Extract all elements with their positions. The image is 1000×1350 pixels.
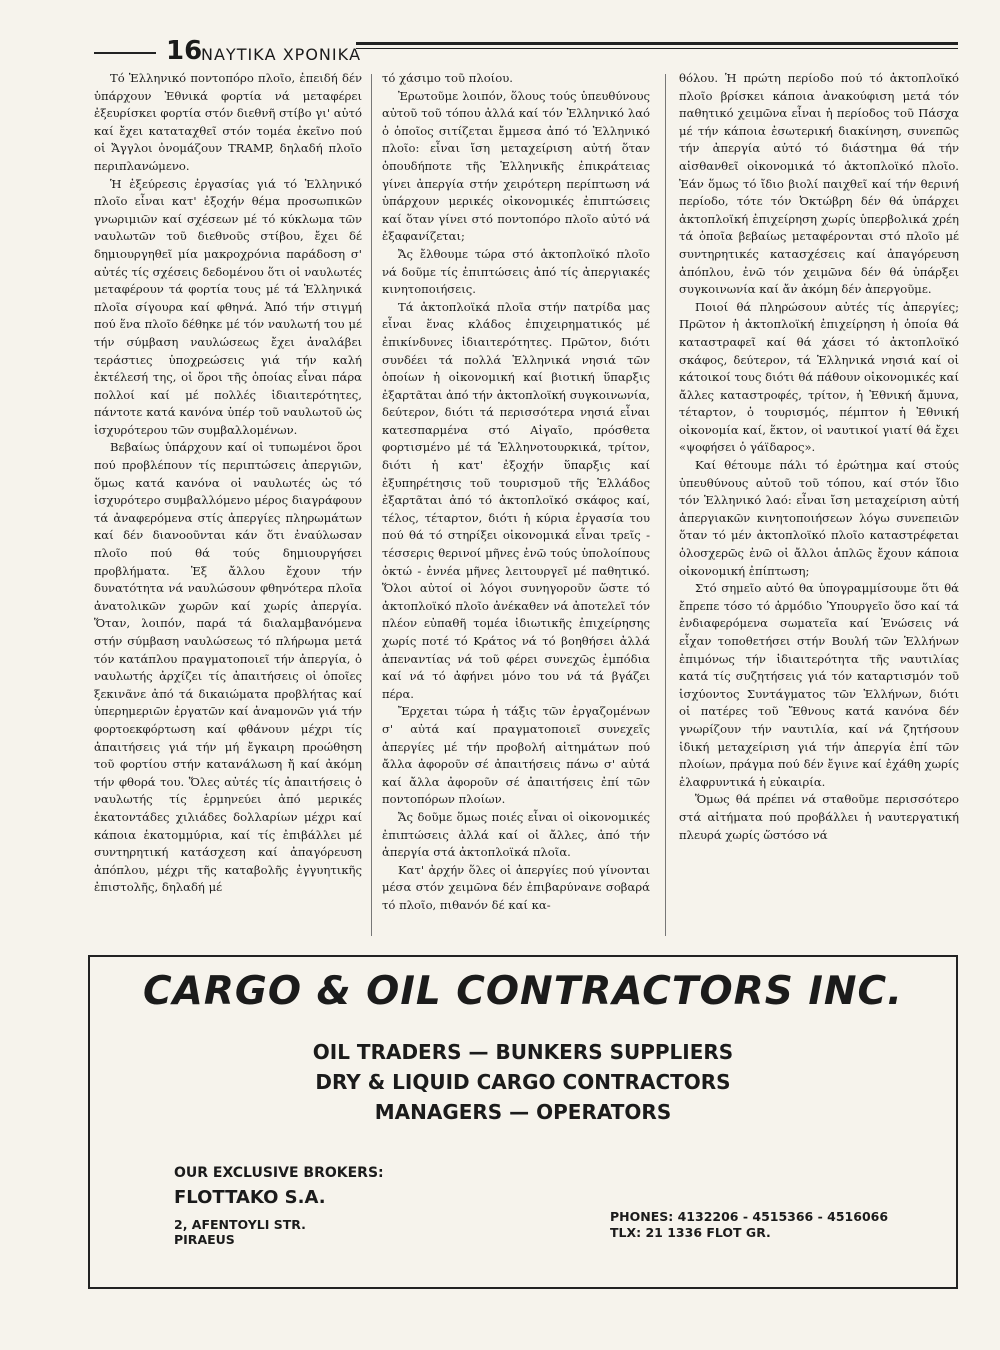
article-paragraph: Ἄς ἔλθουμε τώρα στό ἀκτοπλοϊκό πλοῖο νά δοῦμε τίς ἐπιπτώσεις ἀπό τίς ἀπεργιακές κινητοποιήσεις. (382, 246, 650, 297)
publication-title: ΝΑΥΤΙΚΑ ΧΡΟΝΙΚΑ (201, 45, 362, 64)
ad-address (174, 1217, 306, 1247)
article-paragraph: Στό σημεῖο αὐτό θα ὑπογραμμίσουμε ὅτι θά ἔπρεπε τόσο τό ἁρμόδιο Ὑπουργεῖο ὅσο καί τά ἐνδιαφερόμενα σωματεῖα καί Ἑνώσεις νά εἶχαν τοποθετήσει στήν Βουλή τῶν Ἑλλήνων ἐπιμόνως τήν ἰδιαιτερότητα τῆς ναυτιλίας κατά τίς συζητήσεις γιά τόν καταρτισμόν τοῦ ἰσχύοντος Συντάγματος τῶν Ἑλλήνων, διότι οἱ πατέρες τοῦ Ἔθνους κατά κανόνα δέν γνωρίζουν τήν ναυτιλία, καί νά ζητήσουν ἰδική μεταχείριση γιά τήν ἀπεργία ἐπί τῶν πλοίων, πράγμα πού δέν ἔγινε καί ἐχάθη χωρίς ἐλαφρυντικά ἡ εὐκαιρία. (679, 581, 959, 789)
ad-address-city: PIRAEUS (174, 1232, 235, 1247)
article-column-2 (382, 70, 650, 915)
article-paragraph: Τό Ἑλληνικό ποντοπόρο πλοῖο, ἐπειδή δέν ὑπάρχουν Ἐθνικά φορτία νά μεταφέρει ἐξευρίσκει φορτία στόν διεθνῆ στίβο γι' αὐτό καί ἔχει καταταχθεῖ στόν τομέα ἐκεῖνο πού οἱ Ἄγγλοι ὀνομάζουν TRAMP, δηλαδή πλοῖο περιπλανώμενο. (94, 71, 362, 173)
header-rule-right (356, 42, 958, 45)
ad-phones: PHONES: 4132206 - 4515366 - 4516066 (610, 1209, 889, 1224)
header-rule-left (94, 52, 156, 54)
article-paragraph: Ἐρωτοῦμε λοιπόν, ὅλους τούς ὑπευθύνους αὐτοῦ τοῦ τόπου ἀλλά καί τόν Ἑλληνικό λαό ὁ ὁποῖος σιτίζεται ἔμμεσα ἀπό τό Ἑλληνικό πλοῖο: εἶναι ἴση μεταχείριση αὐτή ὅταν ὁπουδήποτε τῆς Ἑλληνικῆς ἐπικράτειας γίνει ἀπεργία στήν χειρότερη περίπτωση νά ὑπάρχουν μερικές οἰκονομικές ἐπιπτώσεις καί ὅταν γίνει στό ποντοπόρο πλοῖο αὐτό νά ἐξαφανίζεται; (382, 88, 650, 244)
article-column-3 (679, 70, 959, 844)
ad-address-street: 2, AFENTOYLI STR. (174, 1217, 306, 1232)
ad-company-name: CARGO & OIL CONTRACTORS INC. (143, 969, 903, 1014)
article-paragraph: Τά ἀκτοπλοϊκά πλοῖα στήν πατρίδα μας εἶναι ἕνας κλάδος ἐπιχειρηματικός μέ ἐπικίνδυνες ἰδιαιτερότητες. Πρῶτον, διότι συνδέει τά πολλά Ἑλληνικά νησιά τῶν ὁποίων ἡ οἰκονομική καί βιοτική ὕπαρξις ἐξαρτᾶται ἀπό τήν ἀκτοπλοϊκή συγκοινωνία, δεύτερον, διότι τά περισσότερα νησιά εἶναι κατεσπαρμένα στό Αἰγαῖο, πρόσθετα φορτισμένο μέ τά Ἑλληνοτουρκικά, τρίτον, διότι ἡ κατ' ἐξοχήν ὕπαρξις καί ἐξυπηρέτησις τοῦ τουρισμοῦ τῆς Ἑλλάδος ἐξαρτᾶται ἀπό τό ἀκτοπλοϊκό σκάφος καί, τέλος, τέταρτον, διότι ἡ κύρια ἐργασία του πού θά τό στηρίξει οἰκονομικά εἶναι τρεῖς - τέσσερις θερινοί μῆνες ἐνῶ τούς ὑπολοίπους ὀκτώ - ἐννέα μῆνες λειτουργεῖ μέ παθητικό. Ὅλοι αὐτοί οἱ λόγοι συνηγοροῦν ὥστε τό ἀκτοπλοϊκό πλοῖο ἀνέκαθεν νά ἀποτελεῖ τόν πλέον εὐπαθῆ τομέα ἰδιωτικῆς ἐπιχείρησης χωρίς ποτέ τό Κράτος νά τό βοηθήσει ἀλλά ἀπεναντίας νά τοῦ φέρει συνεχῶς ἐμπόδια καί νά τό ἀφήνει μόνο του νά τά βγάζει πέρα. (382, 299, 650, 701)
ad-contact (610, 1209, 888, 1241)
header-rule-right-thin (356, 48, 958, 49)
page-header (94, 36, 958, 70)
article-paragraph: Ἔρχεται τώρα ἡ τάξις τῶν ἐργαζομένων σ' αὐτά καί πραγματοποιεῖ συνεχεῖς ἀπεργίες μέ τήν προβολή αἰτημάτων πού ἄλλα ἀφοροῦν σέ ἀπαιτήσεις πάνω σ' αὐτά καί ἄλλα ἀφοροῦν σέ ἀπαιτήσεις ἐπί τῶν ποντοπόρων πλοίων. (382, 704, 650, 807)
article-paragraph: Βεβαίως ὑπάρχουν καί οἱ τυπωμένοι ὅροι πού προβλέπουν τίς περιπτώσεις ἀπεργιῶν, ὅμως κατά κανόνα οἱ ναυλωτές ὡς τό ἰσχυρότερο συμβαλλόμενο μέρος διαγράφουν τά ἀναφερόμενα στίς ἀπεργίες πληρωμάτων καί δέν διανοοῦνται κάν ὅτι ἐναύλωσαν πλοῖο πού θά τούς δημιουργήσει προβλήματα. Ἐξ ἄλλου ἔχουν τήν δυνατότητα νά ναυλώσουν φθηνότερα πλοῖα ἀνατολικῶν χωρῶν καί χωρίς ἀπεργία. Ὅταν, λοιπόν, παρά τά διαλαμβανόμενα στήν σύμβαση ναυλώσεως τό πλήρωμα μετά τόν κατάπλου πραγματοποιεῖ τήν ἀπεργία, ὁ ναυλωτής ἀρχίζει τίς ἀπαιτήσεις οἱ ὁποῖες ξεκινᾶνε ἀπό τά δικαιώματα προβλήτας καί ὑπερημεριῶν ἐργατῶν καί ἀναμονῶν γιά τήν φορτοεκφόρτωση καί φθάνουν μέχρι τίς ἀπαιτήσεις γιά τήν μή ἔγκαιρη προώθηση τοῦ φορτίου στήν κατανάλωση ἤ καί ἀκόμη τήν φθορά του. Ὅλες αὐτές τίς ἀπαιτήσεις ὁ ναυλωτής τίς ἑρμηνεύει ἀπό μερικές ἑκατοντάδες χιλιάδες δολλαρίων μέχρι καί κάποια ἑκατομμύρια, καί τίς ἐπιβάλλει μέ συντηρητική κατάσχεση καί ἀπαγόρευση ἀπόπλου, μέχρι τῆς καταβολῆς ἐγγυητικῆς ἐπιστολῆς, δηλαδή μέ (94, 440, 362, 895)
ad-service-line: MANAGERS — OPERATORS (374, 1100, 672, 1124)
page-number: 16 (166, 36, 203, 66)
article-paragraph: θόλου. Ἡ πρώτη περίοδο πού τό ἀκτοπλοϊκό πλοῖο βρίσκει κάποια ἀνακούφιση μετά τόν παθητικό χειμῶνα εἶναι ἡ περίοδος τοῦ Πάσχα μέ τήν κάποια ἐσωτερική διακίνηση, συνεπῶς τήν ἀπεργία αὐτό τό διάστημα θά τήν αἰσθανθεῖ οἰκονομικά τό ἀκτοπλοϊκό πλοῖο. Ἐάν ὅμως τό ἴδιο βιολί παιχθεῖ καί τήν θερινή περίοδο, τότε τόν Ὀκτώβρη δέν θά ὑπάρχει ἀκτοπλοϊκή ἐπιχείρηση χωρίς ὑπερβολικά χρέη τά ὁποῖα βεβαίως μεταφέρονται στό πλοῖο μέ συντηρητικές κατασχέσεις καί ἀπαγόρευση ἀπόπλου, ἐνῶ τόν χειμῶνα δέν θά ὑπάρξει συγκοινωνία καί ἄν ἀκόμη δέν ἀπεργοῦμε. (679, 71, 959, 297)
column-divider (665, 74, 666, 936)
ad-telex: TLX: 21 1336 FLOT GR. (610, 1225, 771, 1240)
article-paragraph: Κατ' ἀρχήν ὅλες οἱ ἀπεργίες πού γίνονται μέσα στόν χειμῶνα δέν ἐπιβαρύνανε σοβαρά τό πλοῖο, πιθανόν δέ καί κα- (382, 862, 650, 912)
ad-service-line: OIL TRADERS — BUNKERS SUPPLIERS (312, 1040, 734, 1064)
article-paragraph: Ὅμως θά πρέπει νά σταθοῦμε περισσότερο στά αἰτήματα πού προβάλλει ἡ ναυτεργατική πλευρά χωρίς ὥστόσο νά (679, 792, 959, 842)
article-paragraph: Ἄς δοῦμε ὅμως ποιές εἶναι οἱ οἰκονομικές ἐπιπτώσεις ἀλλά καί οἱ ἄλλες, ἀπό τήν ἀπεργία στά ἀκτοπλοϊκά πλοῖα. (382, 809, 650, 860)
ad-services (90, 1037, 956, 1127)
ad-service-line: DRY & LIQUID CARGO CONTRACTORS (315, 1070, 731, 1094)
article-column-1 (94, 70, 362, 897)
ad-broker-name: FLOTTAKO S.A. (174, 1187, 326, 1208)
ad-brokers-label: OUR EXCLUSIVE BROKERS: (174, 1165, 384, 1181)
article-paragraph: Καί θέτουμε πάλι τό ἐρώτημα καί στούς ὑπευθύνους αὐτοῦ τοῦ τόπου, καί στόν ἴδιο τόν Ἑλληνικό λαό: εἶναι ἴση μεταχείριση αὐτή ἀπεργιακῶν κινητοποιήσεων λόγω συνεπειῶν ὅταν τό μέν ἀκτοπλοϊκό πλοῖο καταστρέφεται ὁλοσχερῶς ἐνῶ οἱ ἄλλοι ἁπλῶς ἔχουν κάποια οἰκονομική ἐπίπτωση; (679, 458, 959, 578)
advertisement-box (88, 955, 958, 1289)
article-paragraph: τό χάσιμο τοῦ πλοίου. (382, 71, 513, 85)
column-divider (371, 74, 372, 936)
article-paragraph: Ἡ ἐξεύρεσις ἐργασίας γιά τό Ἑλληνικό πλοῖο εἶναι κατ' ἐξοχήν θέμα προσωπικῶν γνωριμιῶν καί σχέσεων μέ τό κύκλωμα τῶν ναυλωτῶν τοῦ διεθνοῦς στίβου, ἔχει δέ δημιουργηθεῖ μία μακροχρόνια παράδοση σ' αὐτές τίς σχέσεις δεδομένου ὅτι οἱ ναυλωτές μεταφέρουν τά φορτία τους μέ τά Ἑλληνικά πλοῖα σίγουρα καί φθηνά. Ἀπό τήν στιγμή πού ἕνα πλοῖο δέθηκε μέ τόν ναυλωτή του μέ τήν σύμβαση ναυλώσεως ἔχει ἀναλάβει τεράστιες ὑποχρεώσεις γιά τήν καλή ἐκτέλεσή της, οἱ ὅροι τῆς ὁποίας εἶναι πάρα πολλοί καί μέ πολλές ἰδιαιτερότητες, πάντοτε κατά κανόνα ὑπέρ τοῦ ναυλωτοῦ ὡς ἰσχυρότερου τῶν συμβαλλομένων. (94, 176, 362, 437)
article-paragraph: Ποιοί θά πληρώσουν αὐτές τίς ἀπεργίες; Πρῶτον ἡ ἀκτοπλοϊκή ἐπιχείρηση ἡ ὁποία θά καταστραφεῖ καί θά χάσει τό ἀκτοπλοϊκό σκάφος, δεύτερον, τά Ἑλληνικά νησιά καί οἱ κάτοικοί τους διότι θά πάθουν οἰκονομικές καί ἄλλες καταστροφές, τρίτον, ἡ Ἐθνική ἄμυνα, τέταρτον, ὁ τουρισμός, πέμπτον ἡ Ἐθνική οἰκονομία καί, ἕκτον, οἱ ναυτικοί γιατί θά ἔχει «ψοφήσει ὁ γάϊδαρος». (679, 299, 959, 455)
